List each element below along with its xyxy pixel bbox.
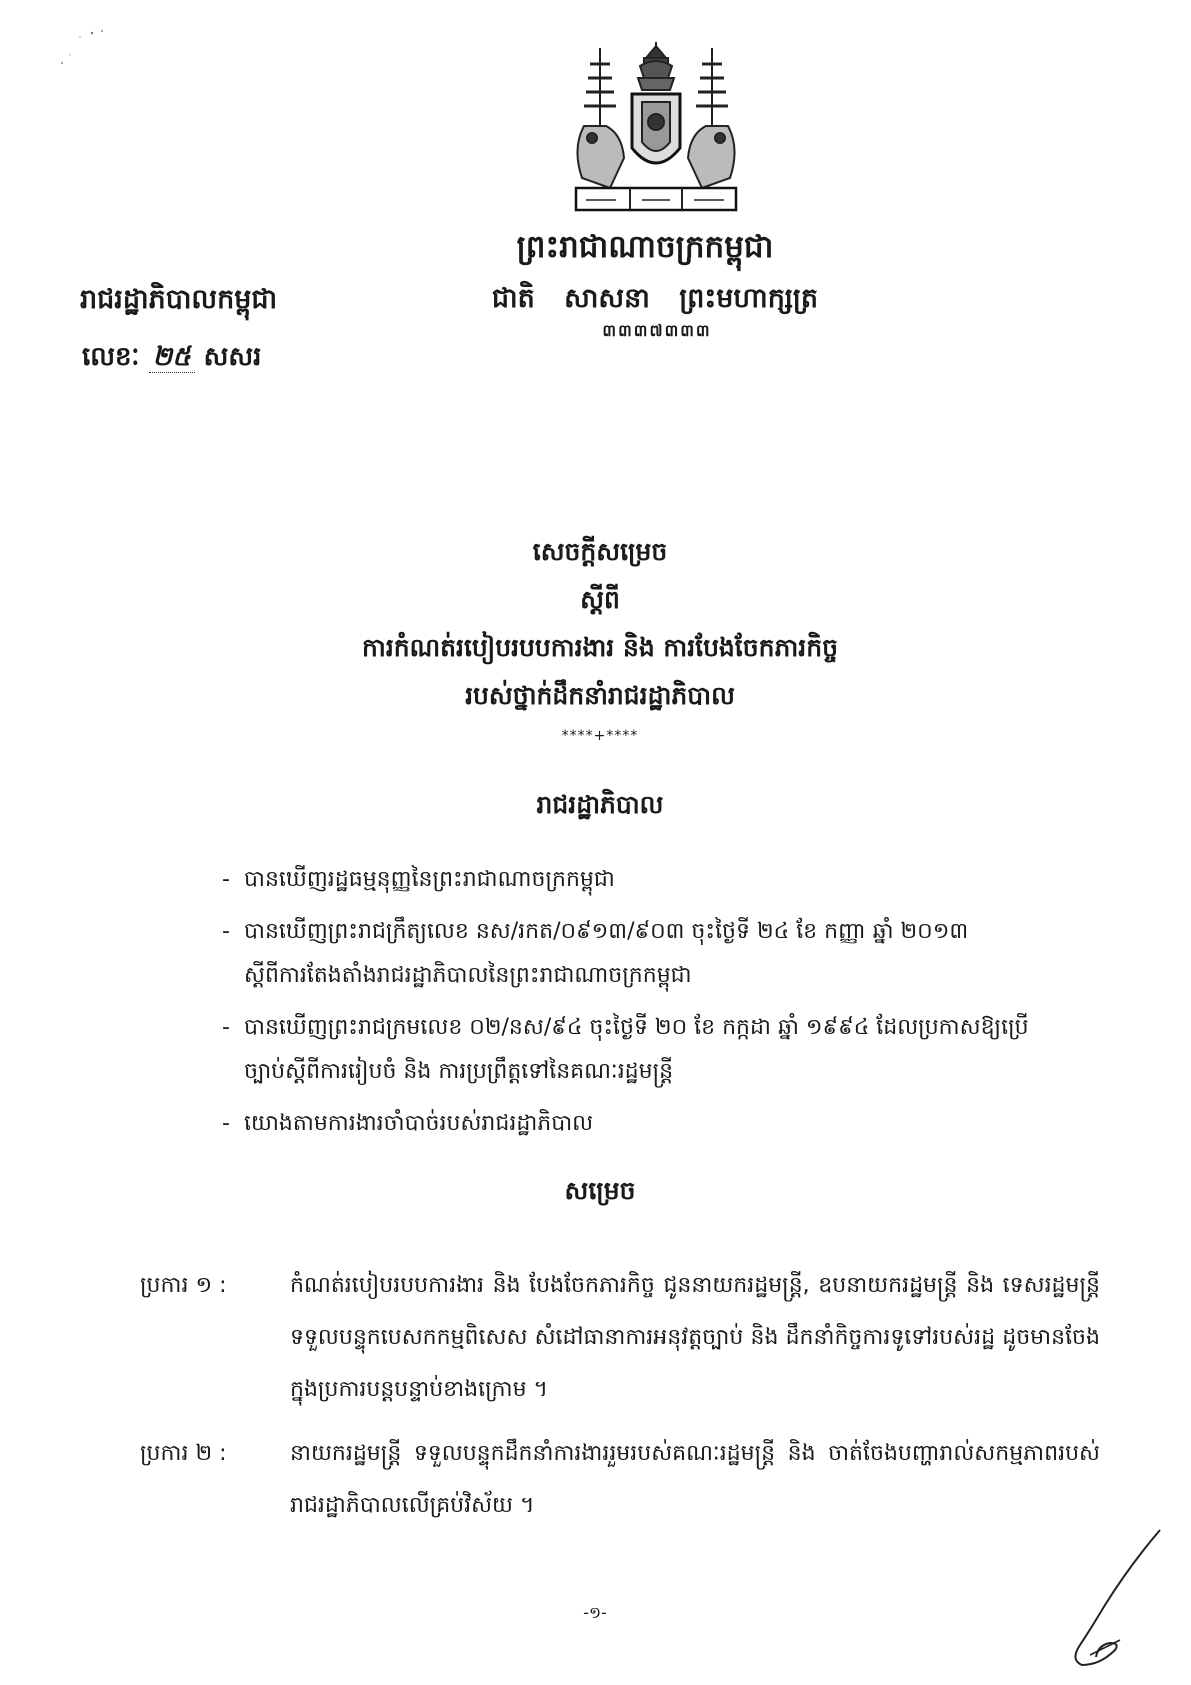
- preamble-item: [222, 858, 1102, 902]
- title-line-2: ស្តីពី: [580, 585, 620, 614]
- document-number: [82, 340, 261, 378]
- title-separator: ****+****: [561, 728, 639, 744]
- preamble-item: [222, 910, 1102, 998]
- preamble-list: [222, 858, 1102, 1154]
- bullet-dash: -: [222, 919, 230, 944]
- kingdom-title: ព្រះរាជាណាចក្រកម្ពុជា: [516, 229, 774, 265]
- title-line-4: របស់ថ្នាក់ដឹកនាំរាជរដ្ឋាភិបាល: [465, 681, 735, 710]
- handwritten-signature-icon: [1060, 1525, 1170, 1675]
- article-text: នាយករដ្ឋមន្ត្រី ទទួលបន្ទុកដឹកនាំការងាររួមរបស់គណៈរដ្ឋមន្ត្រី និង ចាត់ចែងបញ្ហារាល់សកម្មភាពរបស់រាជរដ្ឋាភិបាលលើគ្រប់វិស័យ ។: [290, 1441, 1100, 1518]
- article-1: [140, 1260, 1100, 1416]
- motto-ornament: ៣៣៣៧៣៣៣: [602, 321, 712, 340]
- decision-title: [300, 528, 900, 720]
- preamble-item: [222, 1102, 1102, 1146]
- preamble-item-text: យោងតាមការងារចាំបាច់របស់រាជរដ្ឋាភិបាល: [244, 1111, 594, 1136]
- preamble-item-continuation: ច្បាប់ស្តីពីការរៀបចំ និង ការប្រព្រឹត្តទៅនៃគណៈរដ្ឋមន្ត្រី: [244, 1059, 674, 1084]
- bullet-dash: -: [222, 1111, 230, 1136]
- article-label: ប្រការ ១ :: [140, 1273, 227, 1298]
- article-label: ប្រការ ២ :: [140, 1441, 227, 1466]
- bullet-dash: -: [222, 1015, 230, 1040]
- page-number: -១-: [583, 1603, 607, 1622]
- number-value: ២៥: [149, 342, 195, 373]
- number-suffix: សសរ: [203, 342, 262, 372]
- national-motto: ជាតិ សាសនា ព្រះមហាក្សត្រ: [491, 283, 819, 314]
- issuer-name: រាជរដ្ឋាភិបាលកម្ពុជា: [80, 284, 278, 315]
- preamble-heading: រាជរដ្ឋាភិបាល: [536, 790, 664, 819]
- article-text: កំណត់របៀបរបបការងារ និង បែងចែកភារកិច្ច ជូននាយករដ្ឋមន្ត្រី, ឧបនាយករដ្ឋមន្ត្រី និង ទេសរដ្ឋមន្ត្រីទទួលបន្ទុកបេសកកម្មពិសេស សំដៅធានាការអនុវត្តច្បាប់ និង ដឹកនាំកិច្ចការទូទៅរបស់រដ្ឋ ដូចមានចែងក្នុងប្រការបន្តបន្ទាប់ខាងក្រោម ។: [290, 1273, 1100, 1402]
- article-2: [140, 1428, 1100, 1532]
- number-prefix: លេខៈ: [82, 342, 140, 372]
- preamble-item-text: បានឃើញរដ្ឋធម្មនុញ្ញនៃព្រះរាជាណាចក្រកម្ពុជា: [244, 867, 615, 892]
- title-line-1: សេចក្តីសម្រេច: [532, 537, 668, 566]
- preamble-item-text: បានឃើញព្រះរាជក្រមលេខ ០២/នស/៩៤ ចុះថ្ងៃទី ២០ ខែ កក្កដា ឆ្នាំ ១៩៩៤ ដែលប្រកាសឱ្យប្រើ: [244, 1015, 1029, 1040]
- royal-arms-of-cambodia-icon: [562, 38, 750, 220]
- preamble-item: [222, 1006, 1102, 1094]
- decision-heading: សម្រេច: [564, 1176, 636, 1205]
- title-line-3: ការកំណត់របៀបរបបការងារ និង ការបែងចែកភារកិច្ច: [362, 633, 838, 662]
- bullet-dash: -: [222, 867, 230, 892]
- preamble-item-continuation: ស្តីពីការតែងតាំងរាជរដ្ឋាភិបាលនៃព្រះរាជាណាចក្រកម្ពុជា: [244, 963, 692, 988]
- preamble-item-text: បានឃើញព្រះរាជក្រឹត្យលេខ នស/រកត/០៩១៣/៩០៣ ចុះថ្ងៃទី ២៤ ខែ កញ្ញា ឆ្នាំ ២០១៣: [244, 919, 969, 944]
- scan-speck-marks: [50, 25, 120, 75]
